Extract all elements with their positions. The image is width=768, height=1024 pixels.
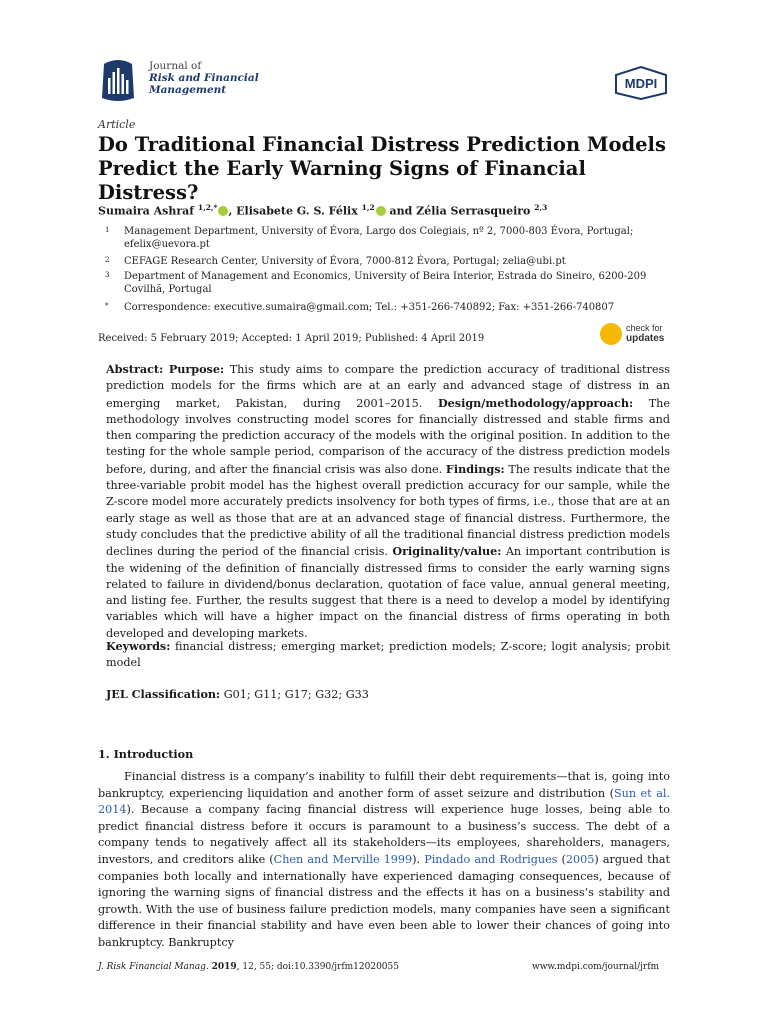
section-heading: 1. Introduction xyxy=(98,747,194,761)
author-list xyxy=(98,203,547,218)
citation-link[interactable]: Pindado and Rodrigues xyxy=(424,852,558,866)
originality-text: An important contribution is the widening of the definition of financially distressed firms to consider the early warning signs related to failure in dividend/bonus declaration, quotation of face value, annual general meeting, and listing fee. Further, the results suggest that there is a need to develop a model by identifying variables which will have a higher impact on the financial distress of firms operating in both developed and developing markets. xyxy=(106,545,670,640)
orcid-icon[interactable] xyxy=(218,206,228,216)
purpose-text: This study aims to compare the prediction accuracy of traditional distress prediction models for the firms which are at an early and advanced stage of distress in an emerging market, Pakistan, during 2001–2015. xyxy=(106,363,671,410)
intro-text: ( xyxy=(557,852,566,866)
findings-text: The results indicate that the three-variable probit model has the highest overall prediction accuracy for our sample, while the Z-score model more accurately predicts insolvency for both types of firms, i.e., those that are at an early stage as well as those that are at an advanced stage of financial distress. Furthermore, the study concludes that the predictive ability of all the traditional financial distress prediction models declines during the period of the financial crisis. xyxy=(106,462,670,559)
affiliation-text: Management Department, University of Évora, Largo dos Colegiais, nº 2, 7000-803 Évora, Portugal; efelix@uevora.pt xyxy=(124,226,634,250)
footer-year: 2019 xyxy=(211,962,237,972)
footer-url[interactable]: www.mdpi.com/journal/jrfm xyxy=(532,962,660,972)
author-superscript: 2,3 xyxy=(534,203,548,212)
keywords-label: Keywords: xyxy=(106,639,171,653)
affiliation-text: Department of Management and Economics, University of Beira Interior, Estrada do Sineiro, 6200-209 Covilhã, Portugal xyxy=(124,271,647,295)
journal-line-3: Management xyxy=(149,84,227,96)
journal-line-1: Journal of xyxy=(149,60,202,72)
originality-label: Originality/value: xyxy=(392,544,502,559)
footer-journal: J. Risk Financial Manag. xyxy=(98,962,209,972)
mdpi-logo-icon xyxy=(612,66,670,100)
affiliation-number: 1 xyxy=(105,226,110,234)
article-type: Article xyxy=(98,118,136,131)
author-superscript: 1,2 xyxy=(361,203,375,212)
purpose-label: Purpose: xyxy=(168,362,225,376)
check-for-updates-label xyxy=(626,323,664,344)
affiliation-number: 2 xyxy=(105,256,110,264)
jel-classification xyxy=(106,686,670,703)
keywords xyxy=(106,638,670,672)
design-label: Design/methodology/approach: xyxy=(437,395,634,410)
check-updates-line-2: updates xyxy=(626,333,665,344)
author-name: , Elisabete G. S. Félix xyxy=(228,204,358,218)
author-name: Sumaira Ashraf xyxy=(98,204,195,218)
check-updates-line-1: check for xyxy=(626,323,663,333)
publisher-name: MDPI xyxy=(624,76,658,91)
intro-text: ). xyxy=(412,852,425,866)
intro-text: Financial distress is a company’s inability to fulfill their debt requirements—that is, going into bankruptcy, experiencing liquidation and another form of asset seizure and distribution ( xyxy=(98,770,670,800)
journal-logo-icon xyxy=(100,58,136,102)
jel-label: JEL Classification: xyxy=(106,687,221,701)
orcid-icon[interactable] xyxy=(376,206,386,216)
abstract xyxy=(106,361,670,642)
check-for-updates-button[interactable] xyxy=(600,321,680,351)
affiliation xyxy=(98,255,678,268)
publication-dates: Received: 5 February 2019; Accepted: 1 April 2019; Published: 4 April 2019 xyxy=(98,333,485,344)
affiliation xyxy=(98,225,678,251)
journal-line-2: Risk and Financial xyxy=(149,72,259,84)
citation-link[interactable]: 2005 xyxy=(565,852,595,866)
design-text: The methodology involves constructing model scores for financially distressed and stable firms and then comparing the prediction accuracy of the models with the original position. In addition to the testing for the whole sample period, comparison of the accuracy of the distress prediction models before, during, and after the financial crisis was also done. xyxy=(106,396,670,476)
introduction-paragraph xyxy=(98,769,670,952)
check-for-updates-icon xyxy=(600,323,622,345)
affiliation-number: 3 xyxy=(105,271,110,279)
abstract-label: Abstract: xyxy=(106,362,164,376)
citation-link[interactable]: Chen and Merville 1999 xyxy=(273,852,413,866)
keywords-text: financial distress; emerging market; prediction models; Z-score; logit analysis; probit model xyxy=(106,640,670,670)
affiliation-text: Correspondence: executive.sumaira@gmail.com; Tel.: +351-266-740892; Fax: +351-266-740807 xyxy=(124,302,615,313)
paper-title: Do Traditional Financial Distress Prediction Models Predict the Early Warning Signs of Financial Distress? xyxy=(98,133,666,204)
findings-label: Findings: xyxy=(445,461,505,476)
intro-text: ). Because a company facing financial distress will experience huge losses, being able to predict financial distress before it occurs is paramount to a business’s success. The debt of a company tends to negatively affect all its stakeholders—its employees, shareholders, managers, investors, and creditors alike ( xyxy=(98,803,670,866)
journal-name xyxy=(149,60,259,96)
affiliation-number: * xyxy=(105,302,109,310)
footer-doi: , 12, 55; doi:10.3390/jrfm12020055 xyxy=(236,962,399,972)
affiliation xyxy=(98,270,678,296)
affiliation xyxy=(98,301,678,314)
author-name: and Zélia Serrasqueiro xyxy=(385,204,531,218)
author-superscript: 1,2,* xyxy=(197,203,218,212)
intro-text: ) argued that companies both locally and internationally have experienced damaging consequences, because of ignoring the warning signs of financial distress and the effects it has on a business’s stability and growth. With the use of business failure prediction models, many companies have seen a significant difference in their financial stability and have even been able to lower their chances of going into bankruptcy. Bankruptcy xyxy=(98,852,671,949)
jel-text: G01; G11; G17; G32; G33 xyxy=(223,688,369,701)
footer-citation xyxy=(98,962,399,972)
affiliation-text: CEFAGE Research Center, University of Évora, 7000-812 Évora, Portugal; zelia@ubi.pt xyxy=(124,256,566,267)
citation-link[interactable]: Sun et al. 2014 xyxy=(98,786,670,817)
